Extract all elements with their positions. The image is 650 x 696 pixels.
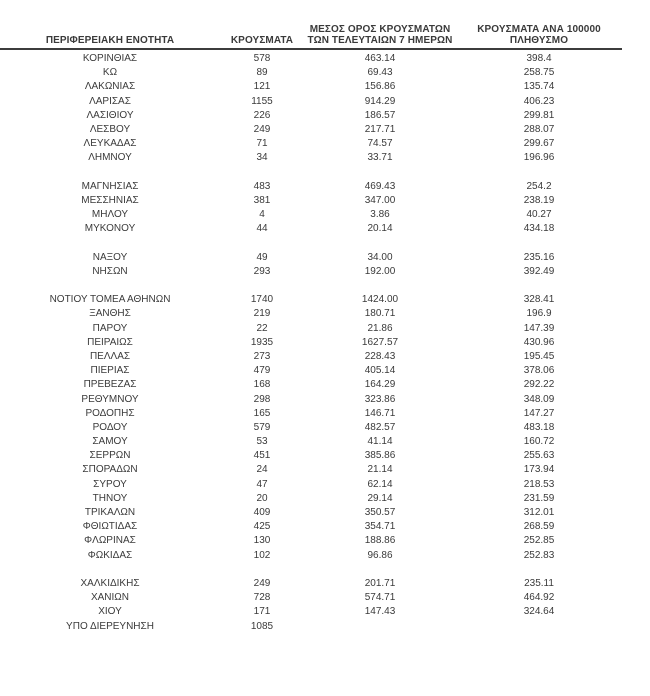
table-row: [0, 109, 622, 123]
per100k-cell: 255.63: [523, 450, 555, 462]
cases-cell: 1085: [250, 620, 274, 632]
avg7-cell: 146.71: [364, 407, 396, 419]
avg7-cell: 1424.00: [361, 294, 399, 306]
header-avg7-line2: ΤΩΝ ΤΕΛΕΥΤΑΙΩΝ 7 ΗΜΕΡΩΝ: [307, 35, 453, 46]
avg7-cell: 41.14: [367, 436, 393, 448]
per100k-cell: 378.06: [523, 365, 555, 377]
per100k-cell: 235.11: [524, 577, 554, 589]
avg7-cell: 147.43: [364, 606, 396, 618]
per100k-cell: 160.72: [523, 436, 555, 448]
avg7-cell: 1627.57: [361, 336, 399, 348]
table-row: [0, 336, 622, 350]
region-cell: ΠΙΕΡΙΑΣ: [90, 365, 130, 377]
region-cell: ΠΡΕΒΕΖΑΣ: [83, 379, 137, 391]
per100k-cell: 252.83: [523, 549, 555, 561]
cases-cell: 102: [253, 549, 271, 561]
avg7-cell: 350.57: [364, 507, 396, 518]
cases-cell: 298: [253, 393, 271, 405]
cases-cell: 171: [253, 606, 271, 618]
region-cell: ΜΑΓΝΗΣΙΑΣ: [81, 180, 139, 192]
cases-cell: 249: [253, 123, 271, 135]
per100k-cell: 135.74: [523, 81, 555, 93]
table-row: [0, 208, 622, 222]
table-row: [0, 194, 622, 208]
avg7-cell: 156.86: [364, 81, 396, 93]
region-cell: ΜΗΛΟΥ: [91, 209, 129, 221]
table-header-row: [0, 24, 622, 50]
region-cell: ΧΙΟΥ: [98, 606, 122, 618]
per100k-cell: 434.18: [523, 223, 555, 235]
table-row: [0, 66, 622, 80]
region-cell: ΜΥΚΟΝΟΥ: [84, 223, 136, 235]
avg7-cell: 228.43: [364, 350, 396, 362]
avg7-cell: 217.71: [364, 123, 396, 135]
table-row: [0, 407, 622, 421]
region-cell: ΛΑΡΙΣΑΣ: [89, 95, 131, 107]
table-row: [0, 180, 622, 194]
table-row: [0, 222, 622, 236]
cases-cell: 293: [253, 265, 271, 277]
region-cell: ΛΑΣΙΘΙΟΥ: [86, 109, 134, 121]
cases-cell: 53: [256, 436, 268, 448]
table-row: [0, 449, 622, 463]
region-cell: ΛΗΜΝΟΥ: [88, 152, 132, 164]
region-cell: ΥΠΟ ΔΙΕΡΕΥΝΗΣΗ: [66, 620, 154, 632]
region-cell: ΚΩ: [102, 67, 118, 79]
per100k-cell: 406.23: [523, 95, 555, 107]
per100k-cell: 147.27: [523, 407, 555, 419]
table-row: [0, 506, 622, 520]
table-row: [0, 478, 622, 492]
avg7-cell: 33.71: [367, 152, 393, 164]
per100k-cell: 292.22: [523, 379, 555, 391]
per100k-cell: 299.67: [523, 138, 555, 150]
avg7-cell: 20.14: [367, 223, 393, 235]
cases-cell: 165: [253, 407, 271, 419]
per100k-cell: 392.49: [523, 265, 555, 277]
header-per100k-line1: ΚΡΟΥΣΜΑΤΑ ΑΝΑ 100000: [477, 24, 601, 35]
table-row: [0, 350, 622, 364]
header-cases-label: ΚΡΟΥΣΜΑΤΑ: [230, 35, 294, 46]
cases-cell: 22: [256, 322, 268, 334]
region-cell: ΣΑΜΟΥ: [92, 436, 128, 448]
table-row: [0, 591, 622, 605]
avg7-cell: [304, 620, 456, 634]
cases-cell: 425: [253, 521, 271, 533]
avg7-cell: 354.71: [364, 521, 396, 533]
cases-cell: 49: [256, 251, 268, 263]
header-cases: [220, 35, 304, 46]
per100k-cell: 254.2: [526, 180, 552, 192]
cases-cell: 20: [256, 492, 268, 504]
per100k-cell: 231.59: [523, 492, 555, 504]
table-row: [0, 605, 622, 619]
avg7-cell: 74.57: [367, 138, 393, 150]
table-row: [0, 463, 622, 477]
cases-cell: 168: [253, 379, 271, 391]
avg7-cell: 180.71: [364, 308, 396, 320]
table-row: [0, 435, 622, 449]
table-row: [0, 620, 622, 634]
cases-cell: 24: [256, 464, 268, 476]
cases-cell: 273: [253, 350, 271, 362]
avg7-cell: 463.14: [364, 53, 396, 64]
avg7-cell: 574.71: [364, 592, 396, 604]
cases-cell: 71: [256, 138, 268, 150]
region-cell: ΣΠΟΡΑΔΩΝ: [82, 464, 138, 476]
avg7-cell: 469.43: [364, 180, 396, 192]
table-row: [0, 534, 622, 548]
header-avg7-line1: ΜΕΣΟΣ ΟΡΟΣ ΚΡΟΥΣΜΑΤΩΝ: [309, 24, 451, 35]
table-row: [0, 123, 622, 137]
table-row: [0, 378, 622, 392]
region-cell: ΤΗΝΟΥ: [92, 492, 128, 504]
region-cell: ΛΕΣΒΟΥ: [89, 123, 131, 135]
table-row: [0, 322, 622, 336]
region-cell: ΧΑΝΙΩΝ: [90, 592, 130, 604]
table-row: [0, 307, 622, 321]
avg7-cell: 914.29: [364, 95, 396, 107]
cases-cell: 89: [256, 67, 268, 79]
avg7-cell: 21.14: [367, 464, 393, 476]
region-cell: ΝΟΤΙΟΥ ΤΟΜΕΑ ΑΘΗΝΩΝ: [49, 294, 171, 306]
cases-cell: 579: [253, 421, 271, 433]
cases-cell: 578: [253, 53, 271, 64]
region-cell: ΧΑΛΚΙΔΙΚΗΣ: [80, 577, 140, 589]
per100k-cell: 258.75: [523, 67, 555, 79]
region-cell: ΦΘΙΩΤΙΔΑΣ: [82, 521, 138, 533]
table-row: [0, 137, 622, 151]
table-row: [0, 364, 622, 378]
avg7-cell: 34.00: [367, 251, 393, 263]
region-cell: ΛΑΚΩΝΙΑΣ: [84, 81, 136, 93]
header-per100k-line2: ΠΛΗΘΥΣΜΟ: [509, 35, 569, 46]
per100k-cell: 147.39: [523, 322, 555, 334]
per100k-cell: 299.81: [523, 109, 555, 121]
per100k-cell: 324.64: [523, 606, 555, 618]
table-row: [0, 293, 622, 307]
per100k-cell: 195.45: [523, 350, 555, 362]
table-row: [0, 52, 622, 66]
table-body: [0, 50, 622, 634]
avg7-cell: 482.57: [364, 421, 396, 433]
spacer-row: [0, 279, 622, 293]
region-cell: ΡΟΔΟΥ: [92, 421, 128, 433]
cases-cell: 121: [253, 81, 271, 93]
cases-cell: 728: [253, 592, 271, 604]
avg7-cell: 96.86: [367, 549, 393, 561]
region-cell: ΡΕΘΥΜΝΟΥ: [81, 393, 139, 405]
header-per100k: [456, 24, 622, 46]
avg7-cell: 29.14: [367, 492, 393, 504]
table-row: [0, 393, 622, 407]
region-cell: ΤΡΙΚΑΛΩΝ: [84, 507, 136, 518]
avg7-cell: 405.14: [364, 365, 396, 377]
avg7-cell: 192.00: [364, 265, 396, 277]
avg7-cell: 188.86: [364, 535, 396, 547]
per100k-cell: 235.16: [523, 251, 555, 263]
region-cell: ΛΕΥΚΑΔΑΣ: [83, 138, 137, 150]
cases-cell: 451: [253, 450, 271, 462]
header-avg7: [304, 24, 456, 46]
avg7-cell: 186.57: [364, 109, 396, 121]
regional-cases-table: [0, 24, 622, 634]
region-cell: ΣΕΡΡΩΝ: [89, 450, 131, 462]
per100k-cell: 348.09: [523, 393, 555, 405]
table-row: [0, 492, 622, 506]
per100k-cell: 238.19: [523, 194, 555, 206]
avg7-cell: 323.86: [364, 393, 396, 405]
header-region-label: ΠΕΡΙΦΕΡΕΙΑΚΗ ΕΝΟΤΗΤΑ: [45, 35, 175, 46]
per100k-cell: 196.9: [526, 308, 552, 320]
region-cell: ΠΕΙΡΑΙΩΣ: [87, 336, 133, 348]
avg7-cell: 201.71: [364, 577, 396, 589]
avg7-cell: 385.86: [364, 450, 396, 462]
per100k-cell: 464.92: [523, 592, 555, 604]
region-cell: ΝΑΞΟΥ: [92, 251, 128, 263]
per100k-cell: 312.01: [523, 507, 555, 518]
cases-cell: 34: [256, 152, 268, 164]
region-cell: ΡΟΔΟΠΗΣ: [85, 407, 135, 419]
table-row: [0, 251, 622, 265]
cases-cell: 219: [253, 308, 271, 320]
per100k-cell: 252.85: [523, 535, 555, 547]
cases-cell: 1740: [250, 294, 274, 306]
avg7-cell: 347.00: [364, 194, 396, 206]
cases-cell: 1935: [250, 336, 274, 348]
region-cell: ΠΕΛΛΑΣ: [89, 350, 131, 362]
region-cell: ΣΥΡΟΥ: [93, 478, 127, 490]
cases-cell: 4: [259, 209, 265, 221]
table-row: [0, 80, 622, 94]
avg7-cell: 69.43: [367, 67, 393, 79]
per100k-cell: 196.96: [523, 152, 555, 164]
header-region: [0, 35, 220, 46]
per100k-cell: 173.94: [523, 464, 555, 476]
per100k-cell: 328.41: [523, 294, 555, 306]
cases-cell: 130: [253, 535, 271, 547]
cases-cell: 44: [256, 223, 268, 235]
cases-cell: 47: [256, 478, 268, 490]
table-row: [0, 151, 622, 165]
region-cell: ΚΟΡΙΝΘΙΑΣ: [82, 53, 138, 64]
avg7-cell: 3.86: [370, 209, 390, 221]
table-row: [0, 577, 622, 591]
region-cell: ΝΗΣΩΝ: [92, 265, 128, 277]
spacer-row: [0, 236, 622, 250]
avg7-cell: 164.29: [364, 379, 396, 391]
table-row: [0, 95, 622, 109]
avg7-cell: 62.14: [367, 478, 393, 490]
per100k-cell: 483.18: [523, 421, 555, 433]
per100k-cell: 430.96: [523, 336, 555, 348]
cases-cell: 226: [253, 109, 271, 121]
table-row: [0, 265, 622, 279]
region-cell: ΜΕΣΣΗΝΙΑΣ: [81, 194, 139, 206]
table-row: [0, 549, 622, 563]
per100k-cell: [456, 620, 622, 634]
per100k-cell: 40.27: [526, 209, 552, 221]
cases-cell: 381: [253, 194, 271, 206]
spacer-row: [0, 166, 622, 180]
per100k-cell: 268.59: [523, 521, 555, 533]
cases-cell: 479: [253, 365, 271, 377]
cases-cell: 409: [253, 507, 271, 518]
spacer-row: [0, 563, 622, 577]
region-cell: ΦΩΚΙΔΑΣ: [87, 549, 133, 561]
per100k-cell: 398.4: [526, 53, 552, 64]
region-cell: ΠΑΡΟΥ: [92, 322, 128, 334]
cases-cell: 249: [253, 577, 271, 589]
per100k-cell: 218.53: [523, 478, 555, 490]
cases-cell: 1155: [251, 95, 273, 107]
table-row: [0, 421, 622, 435]
per100k-cell: 288.07: [523, 123, 555, 135]
cases-cell: 483: [253, 180, 271, 192]
region-cell: ΞΑΝΘΗΣ: [89, 308, 131, 320]
table-row: [0, 520, 622, 534]
region-cell: ΦΛΩΡΙΝΑΣ: [84, 535, 136, 547]
avg7-cell: 21.86: [367, 322, 393, 334]
